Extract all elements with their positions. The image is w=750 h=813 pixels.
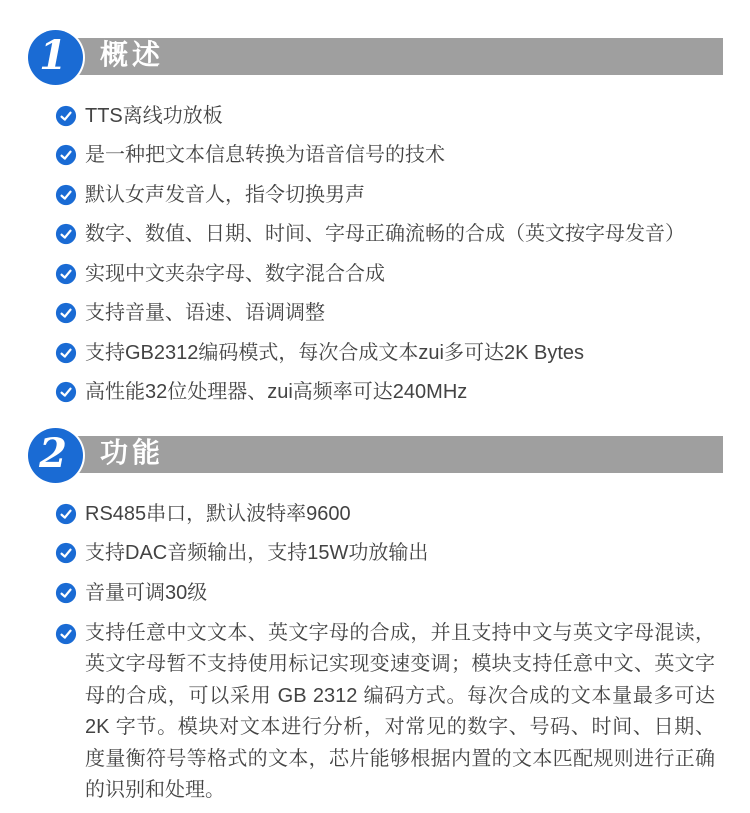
- list-item: [55, 96, 750, 136]
- list-item-text: 是一种把文本信息转换为语音信号的技术: [85, 144, 445, 167]
- check-circle-icon: [55, 184, 77, 206]
- section-title: 功能: [100, 437, 165, 468]
- list-item-text: 音量可调30级: [85, 581, 208, 604]
- section-number-badge: [28, 30, 83, 85]
- list-item: [55, 618, 750, 807]
- list-item: [55, 333, 750, 373]
- feature-list: [0, 85, 750, 412]
- section-header: [0, 428, 750, 483]
- list-item: [55, 573, 750, 613]
- check-circle-icon: [55, 144, 77, 166]
- list-item-text: 支持任意中文文本、英文字母的合成，并且支持中文与英文字母混读，英文字母暂不支持使用标记实现变速变调；模块支持任意中文、英文字母的合成，可以采用 GB 2312 编码方式。每次合成的文本量最多可达2K 字节。模块对文本进行分析，对常见的数字、号码、时间、日期、度量衡符号等格式的文本，芯片能够根据内置的文本匹配规则进行正确的识别和处理。: [85, 621, 715, 801]
- list-item-text: TTS离线功放板: [85, 104, 223, 127]
- check-circle-icon: [55, 542, 77, 564]
- list-item-text: 实现中文夹杂字母、数字混合合成: [85, 262, 385, 285]
- section-title-bar: [60, 38, 723, 75]
- check-circle-icon: [55, 302, 77, 324]
- feature-list: [0, 483, 750, 807]
- check-circle-icon: [55, 381, 77, 403]
- section-title: 概述: [100, 39, 165, 70]
- list-item-text: 默认女声发音人，指令切换男声: [85, 183, 365, 206]
- section-overview: [0, 30, 750, 412]
- section-number-badge: [28, 428, 83, 483]
- section-header: [0, 30, 750, 85]
- list-item-text: 支持音量、语速、语调调整: [85, 302, 325, 325]
- list-item-text: 高性能32位处理器、zui高频率可达240MHz: [85, 381, 468, 404]
- list-item: [55, 175, 750, 215]
- list-item: [55, 215, 750, 255]
- list-item: [55, 494, 750, 534]
- section-features: [0, 428, 750, 807]
- list-item-text: 支持GB2312编码模式，每次合成文本zui多可达2K Bytes: [85, 341, 584, 364]
- list-item-text: RS485串口，默认波特率9600: [85, 502, 351, 525]
- list-item-text: 支持DAC音频输出，支持15W功放输出: [85, 542, 429, 565]
- check-circle-icon: [55, 503, 77, 525]
- check-circle-icon: [55, 223, 77, 245]
- check-circle-icon: [55, 623, 77, 645]
- section-number: 2: [39, 429, 67, 477]
- check-circle-icon: [55, 582, 77, 604]
- list-item: [55, 373, 750, 413]
- check-circle-icon: [55, 263, 77, 285]
- check-circle-icon: [55, 342, 77, 364]
- section-title-bar: [60, 436, 723, 473]
- section-number: 1: [39, 31, 67, 79]
- check-circle-icon: [55, 105, 77, 127]
- list-item: [55, 254, 750, 294]
- list-item: [55, 136, 750, 176]
- list-item: [55, 294, 750, 334]
- list-item: [55, 534, 750, 574]
- list-item-text: 数字、数值、日期、时间、字母正确流畅的合成（英文按字母发音）: [85, 223, 685, 246]
